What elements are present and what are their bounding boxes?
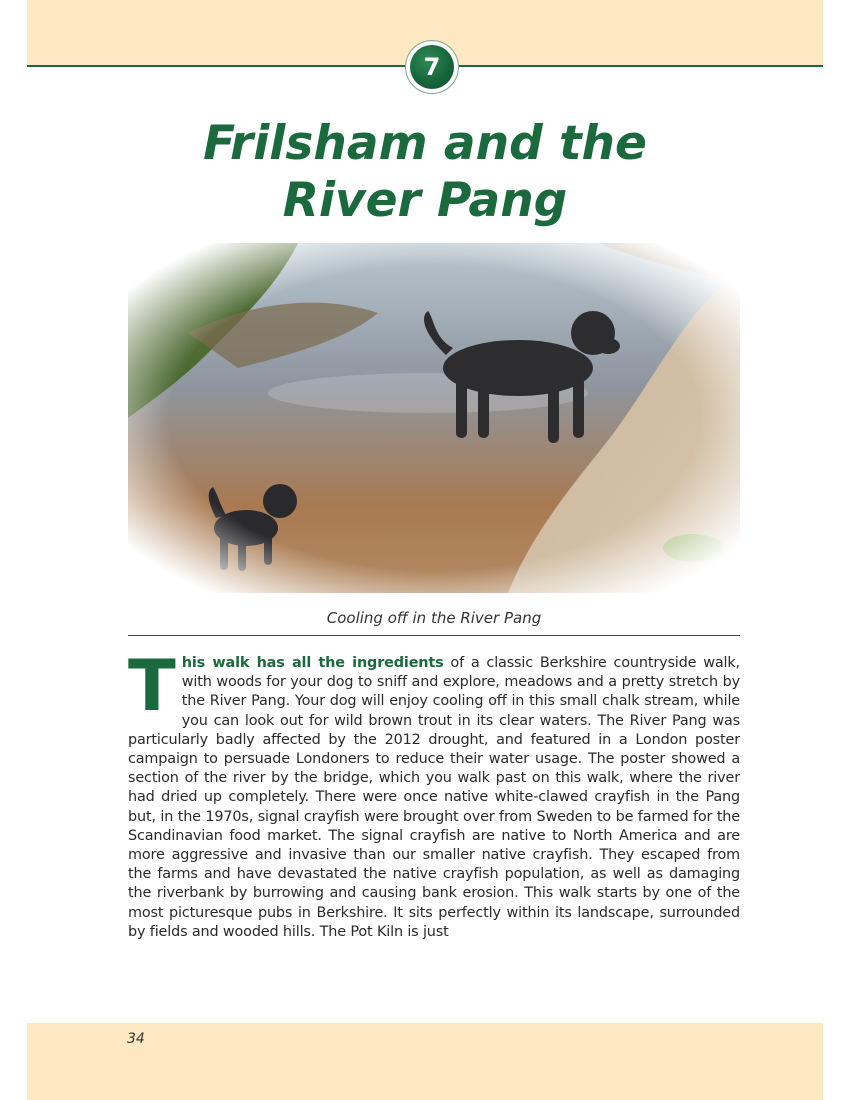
page-number: 34 xyxy=(127,1031,145,1047)
lead-phrase: his walk has all the ingredients xyxy=(181,655,444,671)
river-photo xyxy=(128,243,740,593)
page-title xyxy=(0,115,850,229)
body-text xyxy=(128,645,740,942)
chapter-number: 7 xyxy=(410,45,454,89)
body-paragraph: of a classic Berkshire countryside walk, with woods for your dog to sniff and explore, meadows and a pretty stretch by the River Pang. Your dog will enjoy cooling off in this small chalk stream, while you can look out for wild brown trout in its clear waters. The River Pang was particularly badly affected by the 2012 drought, and featured in a London poster campaign to persuade Londoners to reduce their water usage. The poster showed a section of the river by the bridge, which you walk past on this walk, where the river had dried up completely. There were once native white-clawed crayfish in the Pang but, in the 1970s, signal crayfish were brought over from Sweden to be farmed for the Scandinavian food market. The signal crayfish are native to North America and are more aggressive and invasive than our smaller native crayfish. They escaped from the farms and have devastated the native crayfish population, as well as damaging the riverbank by burrowing and causing bank erosion. This walk starts by one of the most picturesque pubs in Berkshire. It sits perfectly within its landscape, surrounded by fields and wooded hills. The Pot Kiln is just xyxy=(128,655,740,940)
chapter-badge xyxy=(406,41,458,93)
photo-vignette xyxy=(128,243,740,593)
footer-band xyxy=(27,1023,823,1100)
photo-caption: Cooling off in the River Pang xyxy=(326,609,542,627)
drop-cap: T xyxy=(128,645,176,727)
title-line-1: Frilsham and the xyxy=(203,116,647,171)
title-line-2: River Pang xyxy=(282,173,568,228)
caption-rule xyxy=(128,635,740,636)
